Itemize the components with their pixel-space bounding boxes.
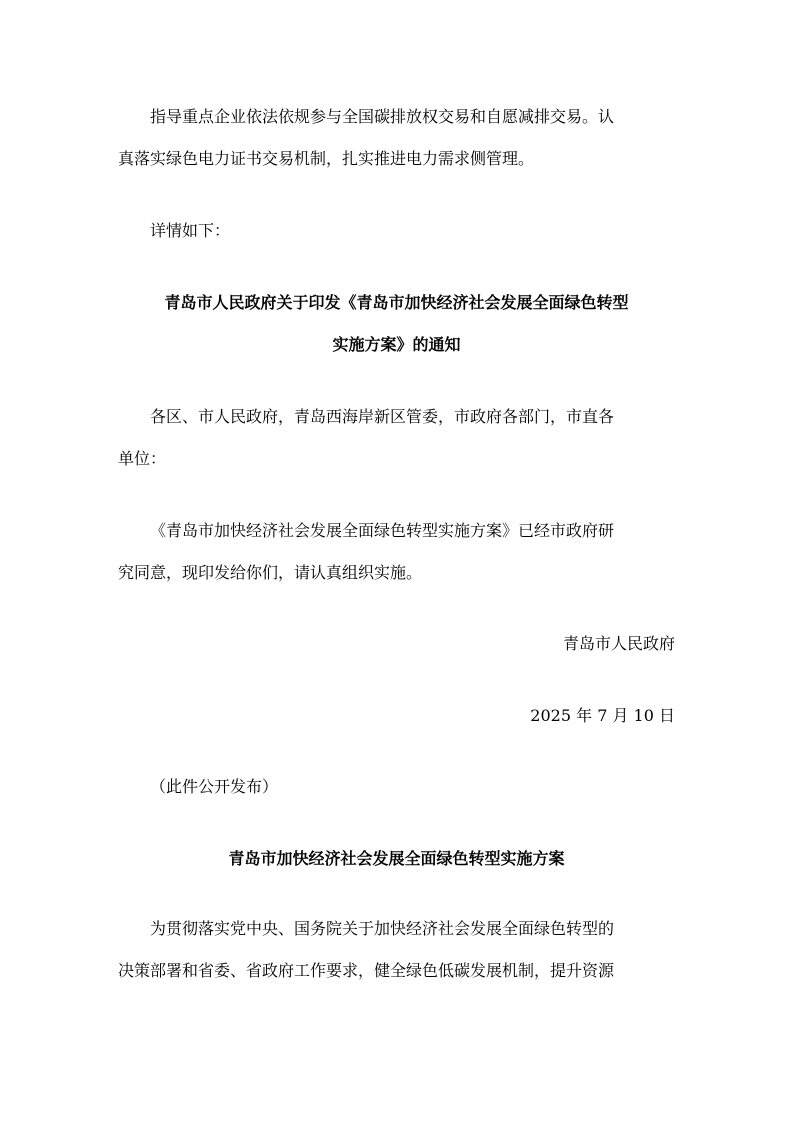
notice-addressee-line-1: 各区、市人民政府，青岛西海岸新区管委，市政府各部门，市直各: [150, 407, 615, 426]
intro-line-2: 真落实绿色电力证书交易机制，扎实推进电力需求侧管理。: [118, 149, 535, 168]
notice-addressee-line-2: 单位：: [118, 449, 167, 468]
plan-title: 青岛市加快经济社会发展全面绿色转型实施方案: [228, 849, 565, 868]
plan-paragraph-line-1: 为贯彻落实党中央、国务院关于加快经济社会发展全面绿色转型的: [150, 919, 615, 938]
notice-body-line-1: 《青岛市加快经济社会发展全面绿色转型实施方案》已经市政府研: [150, 521, 615, 540]
notice-title-line-1: 青岛市人民政府关于印发《青岛市加快经济社会发展全面绿色转型: [164, 293, 629, 312]
publication-note: （此件公开发布）: [150, 777, 279, 796]
notice-title-line-2: 实施方案》的通知: [332, 335, 461, 354]
intro-line-1: 指导重点企业依法依规参与全国碳排放权交易和自愿减排交易。认: [150, 107, 615, 126]
issuer-signature: 青岛市人民政府: [562, 634, 675, 653]
plan-paragraph-line-2: 决策部署和省委、省政府工作要求，健全绿色低碳发展机制，提升资源: [118, 961, 615, 980]
details-label: 详情如下：: [150, 221, 231, 240]
notice-body-line-2: 究同意，现印发给你们，请认真组织实施。: [118, 563, 423, 582]
issue-date: 2025 年 7 月 10 日: [530, 706, 675, 725]
